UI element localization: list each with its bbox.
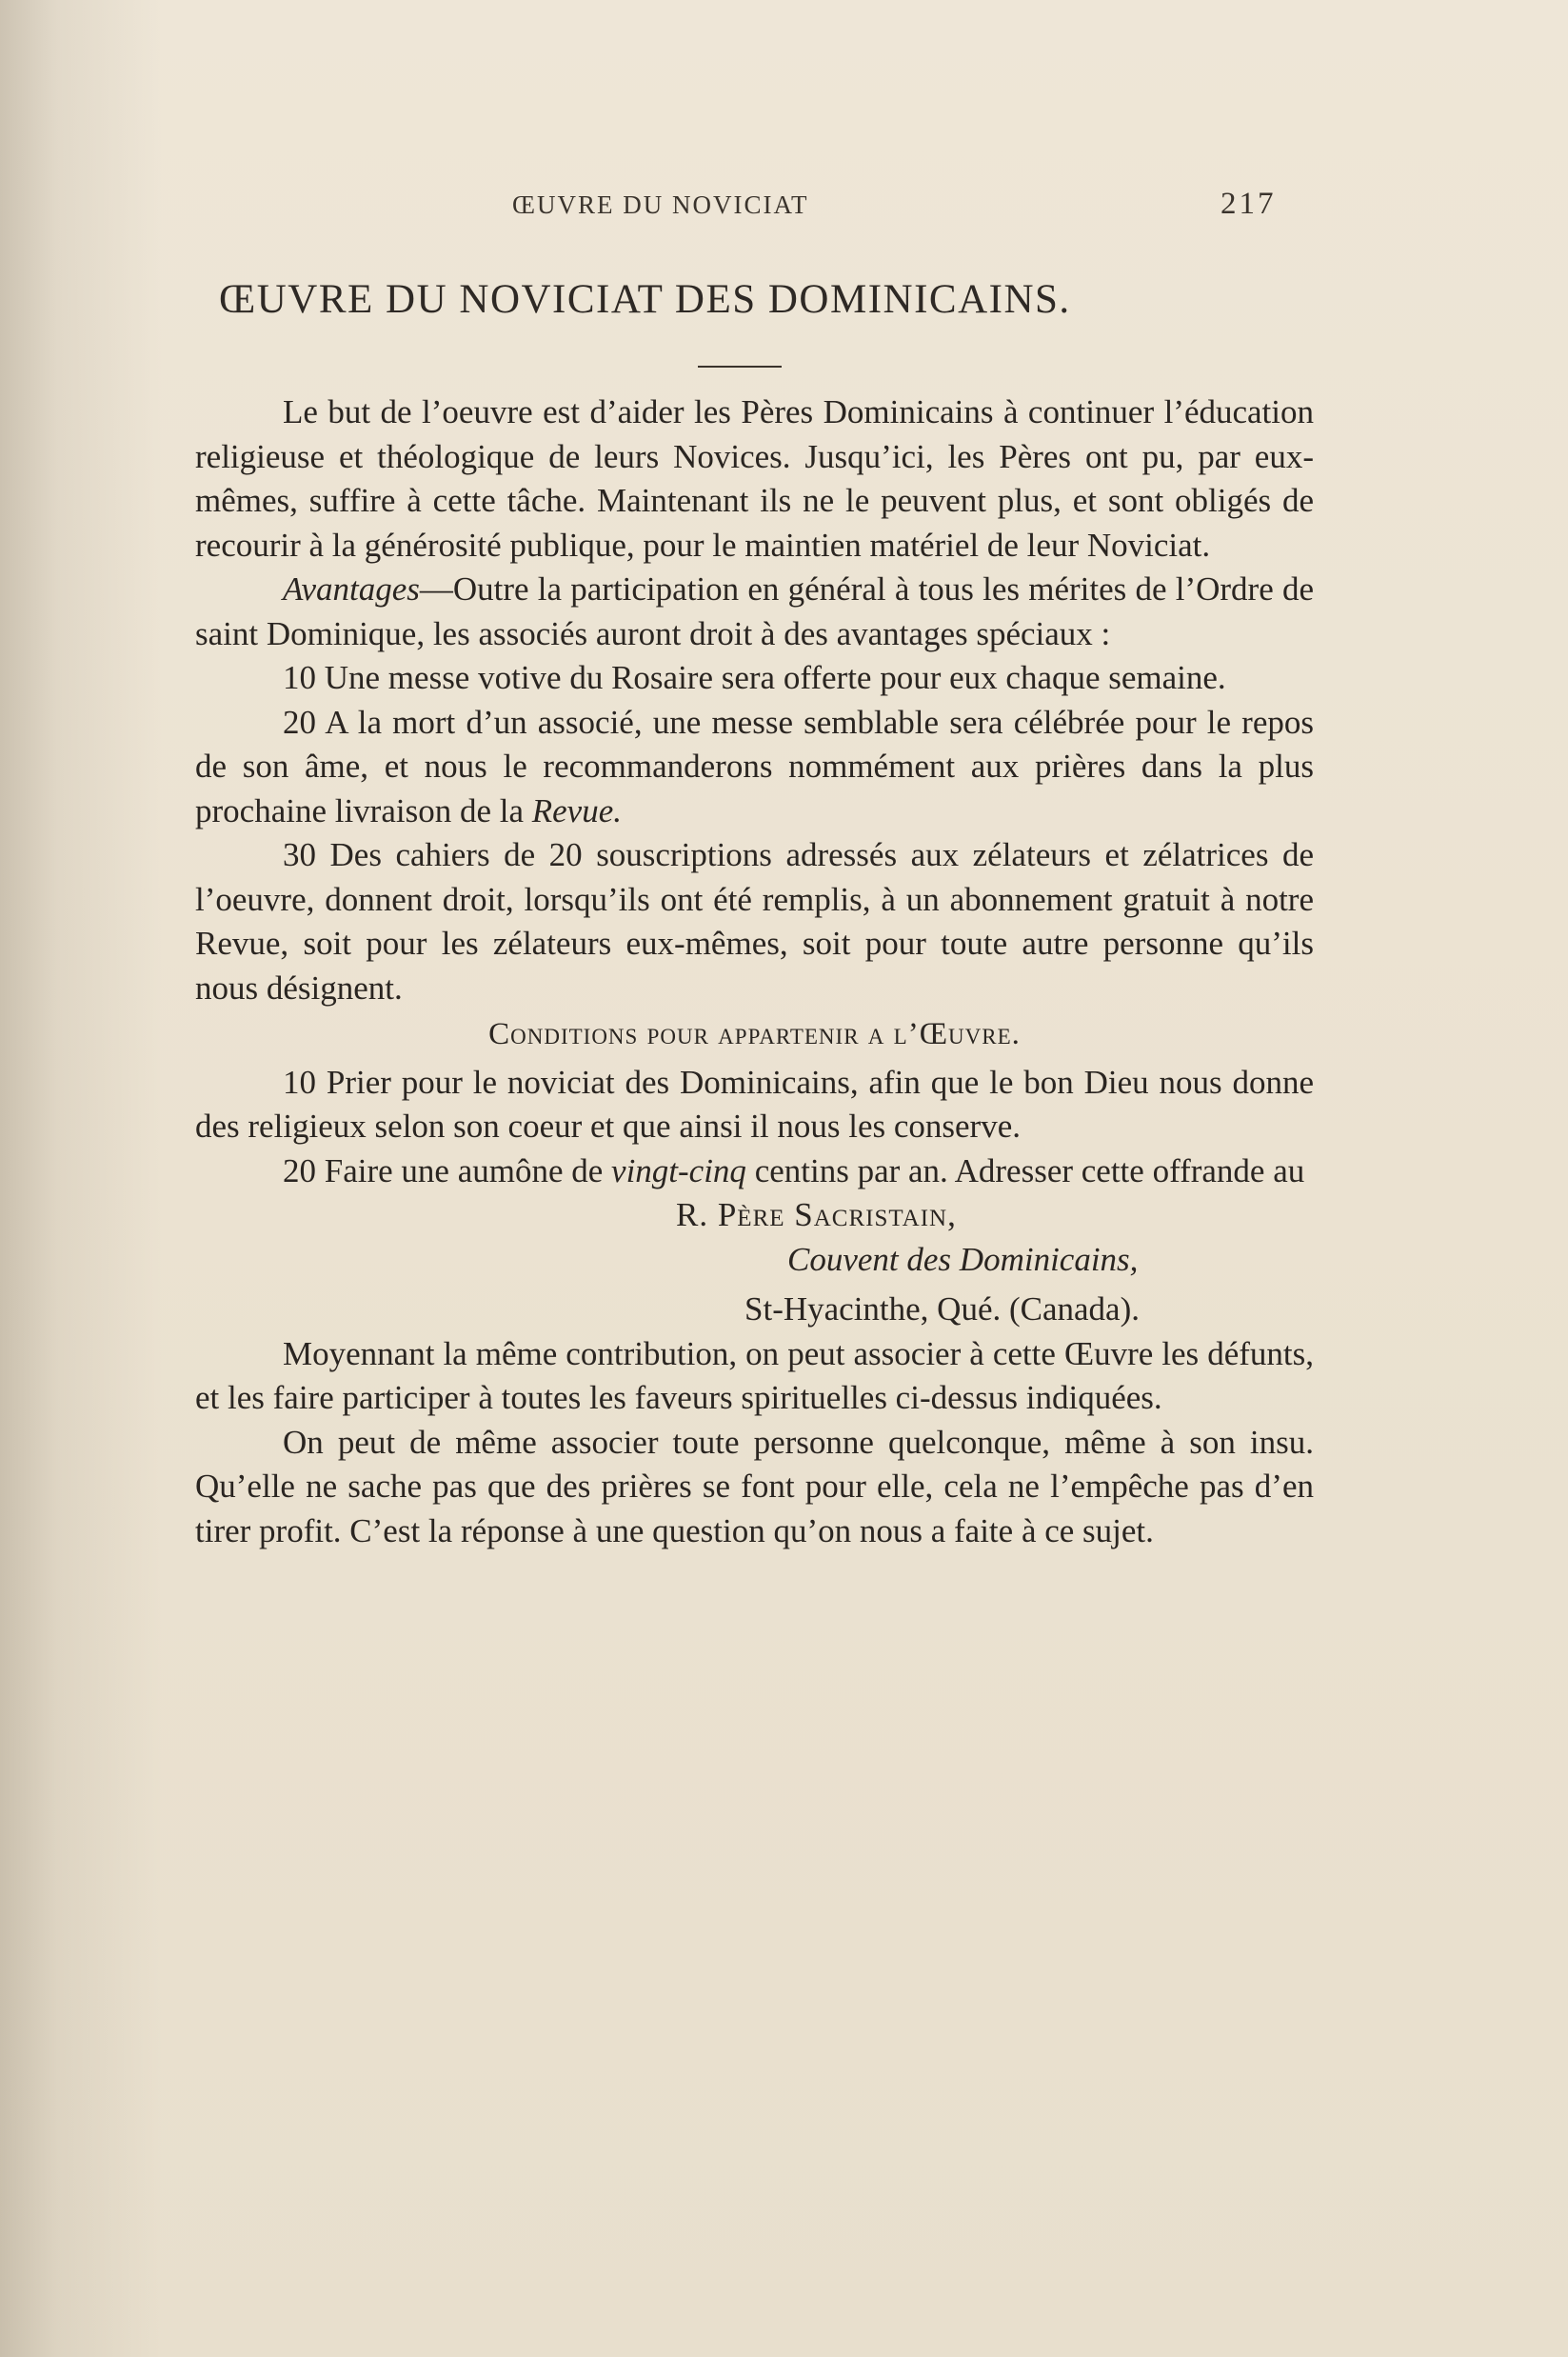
address-city: St-Hyacinthe, Qué. (Canada). bbox=[744, 1290, 1140, 1328]
condition-2-before: 20 Faire une aumône de bbox=[283, 1151, 612, 1189]
title-rule bbox=[698, 366, 782, 368]
article-body bbox=[195, 390, 1314, 1553]
advantage-1: 10 Une messe votive du Rosaire sera offerte pour eux chaque semaine. bbox=[283, 659, 1226, 696]
intro-paragraph: Le but de l’oeuvre est d’aider les Pères Dominicains à continuer l’éducation religieuse et théologique de leurs Novices. Jusqu’ici, les Pères ont pu, par eux-mêmes, suffire à cette tâche. Maintenant ils ne le peuvent plus, et sont obligés de recourir à la générosité publique, pour le maintien matériel de leur Noviciat. bbox=[195, 393, 1314, 564]
advantages-text: —Outre la participation en général à tous les mérites de l’Ordre de saint Dominique, les associés auront droit à des avantages spéciaux : bbox=[195, 570, 1314, 652]
advantage-2-revue: Revue. bbox=[531, 791, 622, 829]
condition-2-after: centins par an. Adresser cette offrande au bbox=[745, 1151, 1305, 1189]
advantages-paragraph bbox=[195, 568, 1314, 656]
moyennant-paragraph: Moyennant la même contribution, on peut associer à cette Œuvre les défunts, et les faire participer à toutes les faveurs spirituelles ci-dessus indiquées. bbox=[195, 1334, 1314, 1416]
advantage-2-text: 20 A la mort d’un associé, une messe semblable sera célébrée pour le repos de son âme, et nous le recommanderons nommément aux prières dans la plus prochaine livraison de la bbox=[195, 703, 1314, 829]
running-header bbox=[0, 187, 1568, 229]
advantages-heading: Avantages bbox=[283, 570, 420, 608]
condition-2-amount: vingt-cinq bbox=[611, 1151, 746, 1189]
address-convent: Couvent des Dominicains, bbox=[787, 1240, 1139, 1278]
condition-1: 10 Prier pour le noviciat des Dominicains, afin que le bon Dieu nous donne des religieux selon son coeur et que ainsi il nous les conserve. bbox=[195, 1063, 1314, 1145]
conditions-heading: Conditions pour appartenir a l’Œuvre. bbox=[488, 1017, 1021, 1051]
advantage-2 bbox=[195, 701, 1314, 834]
article-title: ŒUVRE DU NOVICIAT DES DOMINICAINS. bbox=[219, 277, 1071, 322]
on-peut-paragraph: On peut de même associer toute personne quelconque, même à son insu. Qu’elle ne sache pas que des prières se font pour elle, cela ne l’empêche pas d’en tirer profit. C’est la réponse à une question qu’on nous a faite à ce sujet. bbox=[195, 1423, 1314, 1549]
condition-2 bbox=[195, 1149, 1314, 1194]
page-number: 217 bbox=[1221, 187, 1277, 221]
running-title: ŒUVRE DU NOVICIAT bbox=[512, 190, 809, 219]
address-name: R. Père Sacristain, bbox=[676, 1196, 957, 1233]
mailing-address bbox=[195, 1193, 1314, 1332]
advantage-3: 30 Des cahiers de 20 souscriptions adressés aux zélateurs et zélatrices de l’oeuvre, donnent droit, lorsqu’ils ont été remplis, à un abonnement gratuit à notre Revue, soit pour les zélateurs eux-mêmes, soit pour toute autre personne qu’ils nous désignent. bbox=[195, 836, 1314, 1007]
